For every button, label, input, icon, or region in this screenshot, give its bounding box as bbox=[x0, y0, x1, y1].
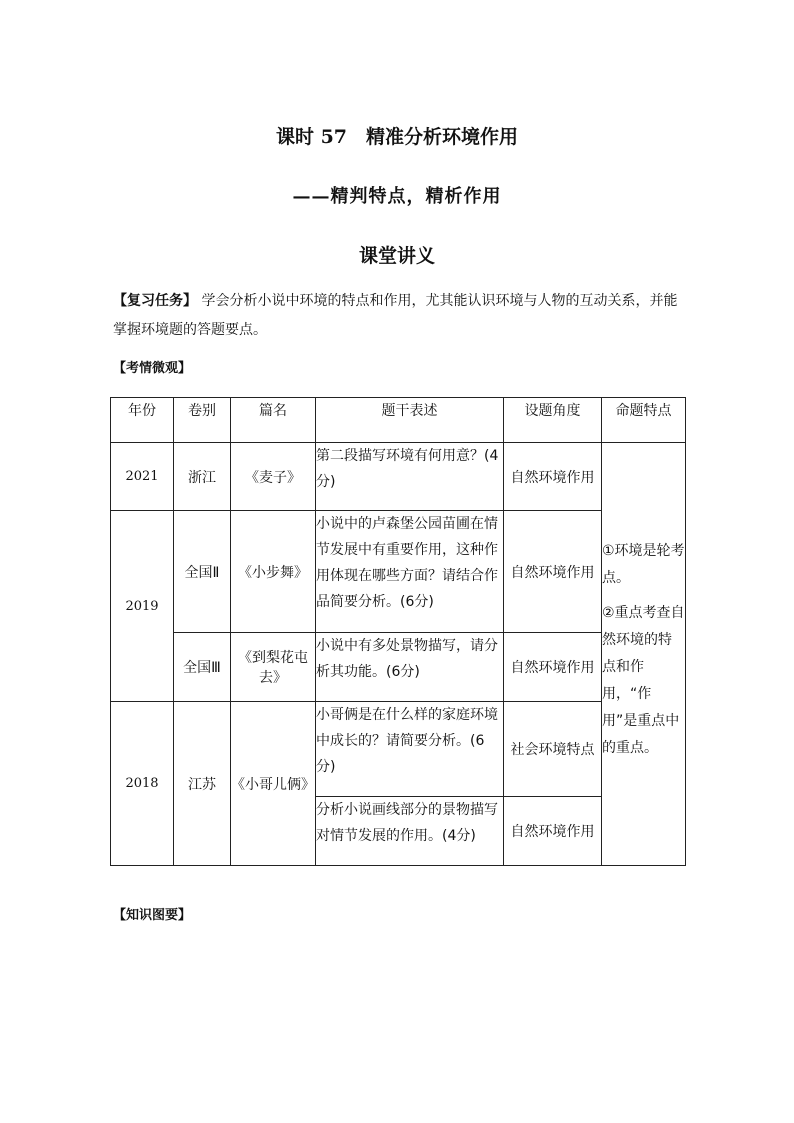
page-title: 课时 57 精准分析环境作用 bbox=[275, 126, 519, 148]
feature-item: ②重点考查自然环境的特点和作用，“作用”是重点中的重点。 bbox=[602, 605, 685, 756]
cell-year: 2019 bbox=[111, 511, 174, 702]
cell-angle: 自然环境作用 bbox=[504, 511, 602, 633]
cell-question: 分析小说画线部分的景物描写对情节发展的作用。(4分) bbox=[316, 797, 504, 866]
cell-angle: 自然环境作用 bbox=[504, 633, 602, 702]
cell-angle: 自然环境作用 bbox=[504, 797, 602, 866]
cell-question: 第二段描写环境有何用意？(4分) bbox=[316, 443, 504, 511]
cell-question: 小说中的卢森堡公园苗圃在情节发展中有重要作用，这种作用体现在哪些方面？请结合作品简要分析。(6分) bbox=[316, 511, 504, 633]
cell-year: 2021 bbox=[111, 443, 174, 511]
exam-overview-label: 【考情微观】 bbox=[113, 361, 192, 376]
cell-paper: 全国Ⅱ bbox=[174, 511, 231, 633]
table-row bbox=[111, 511, 686, 633]
cell-features bbox=[602, 443, 686, 866]
knowledge-map-label: 【知识图要】 bbox=[113, 908, 192, 923]
cell-paper: 全国Ⅲ bbox=[174, 633, 231, 702]
cell-angle: 社会环境特点 bbox=[504, 702, 602, 797]
cell-question: 小说中有多处景物描写，请分析其功能。(6分) bbox=[316, 633, 504, 702]
section-heading: 课堂讲义 bbox=[358, 245, 435, 267]
review-task-text: 学会分析小说中环境的特点和作用，尤其能认识环境与人物的互动关系，并能掌握环境题的答题要点。 bbox=[113, 293, 678, 338]
table-row bbox=[111, 443, 686, 511]
cell-question: 小哥俩是在什么样的家庭环境中成长的？请简要分析。(6分) bbox=[316, 702, 504, 797]
header-feature: 命题特点 bbox=[602, 398, 686, 443]
table-row bbox=[111, 702, 686, 797]
header-title: 篇名 bbox=[231, 398, 316, 443]
header-year: 年份 bbox=[111, 398, 174, 443]
exam-table bbox=[110, 397, 686, 866]
cell-angle: 自然环境作用 bbox=[504, 443, 602, 511]
table-header-row bbox=[111, 398, 686, 443]
cell-paper: 浙江 bbox=[174, 443, 231, 511]
header-paper: 卷别 bbox=[174, 398, 231, 443]
cell-title: 《小步舞》 bbox=[231, 511, 316, 633]
page-subtitle: ——精判特点，精析作用 bbox=[292, 186, 502, 207]
review-task-tag: 【复习任务】 bbox=[113, 293, 197, 309]
cell-title: 《小哥儿俩》 bbox=[231, 702, 316, 866]
review-task bbox=[113, 287, 683, 345]
header-angle: 设题角度 bbox=[504, 398, 602, 443]
table-row bbox=[111, 633, 686, 702]
cell-year: 2018 bbox=[111, 702, 174, 866]
feature-item: ①环境是轮考点。 bbox=[602, 543, 685, 586]
cell-title: 《到梨花屯去》 bbox=[231, 633, 316, 702]
header-question: 题干表述 bbox=[316, 398, 504, 443]
cell-paper: 江苏 bbox=[174, 702, 231, 866]
cell-title: 《麦子》 bbox=[231, 443, 316, 511]
